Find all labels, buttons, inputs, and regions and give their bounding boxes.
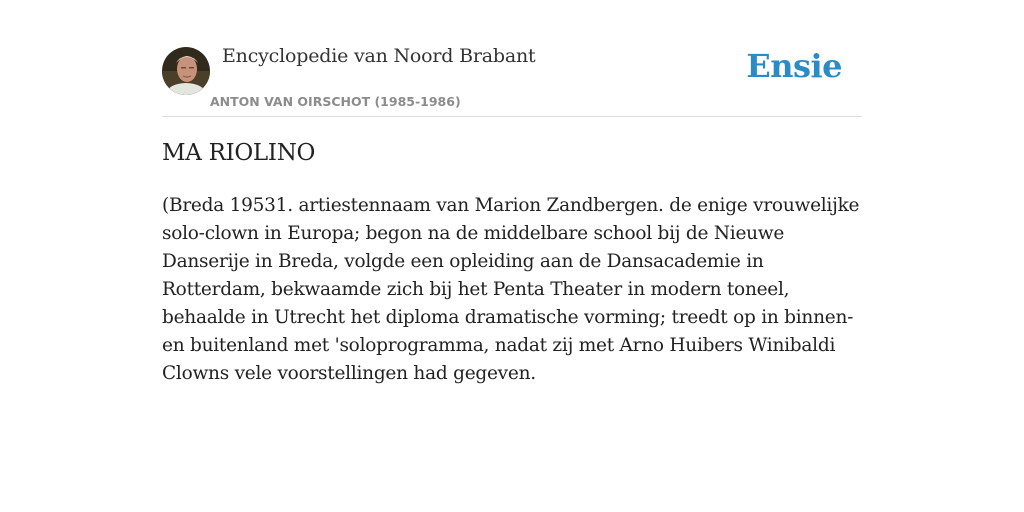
page-header bbox=[162, 0, 862, 117]
author-name[interactable]: ANTON VAN OIRSCHOT (1985-1986) bbox=[210, 94, 461, 109]
entry-body: (Breda 19531. artiestennaam van Marion Zandbergen. de enige vrouwelijke solo-clown in Europa; begon na de middelbare school bij de Nieuwe Danserije in Breda, volgde een opleiding aan de Dansacademie in Rotterdam, bekwaamde zich bij het Penta Theater in modern toneel, behaalde in Utrecht het diploma dramatische vorming; treedt op in binnen- en buitenland met 'soloprogramma, nadat zij met Arno Huibers Winibaldi Clowns vele voorstellingen had gegeven. bbox=[162, 195, 860, 384]
ensie-logo[interactable]: Ensie bbox=[746, 47, 842, 85]
book-title[interactable]: Encyclopedie van Noord Brabant bbox=[222, 45, 536, 67]
author-avatar[interactable] bbox=[162, 47, 210, 95]
entry-title: MA RIOLINO bbox=[162, 140, 316, 166]
